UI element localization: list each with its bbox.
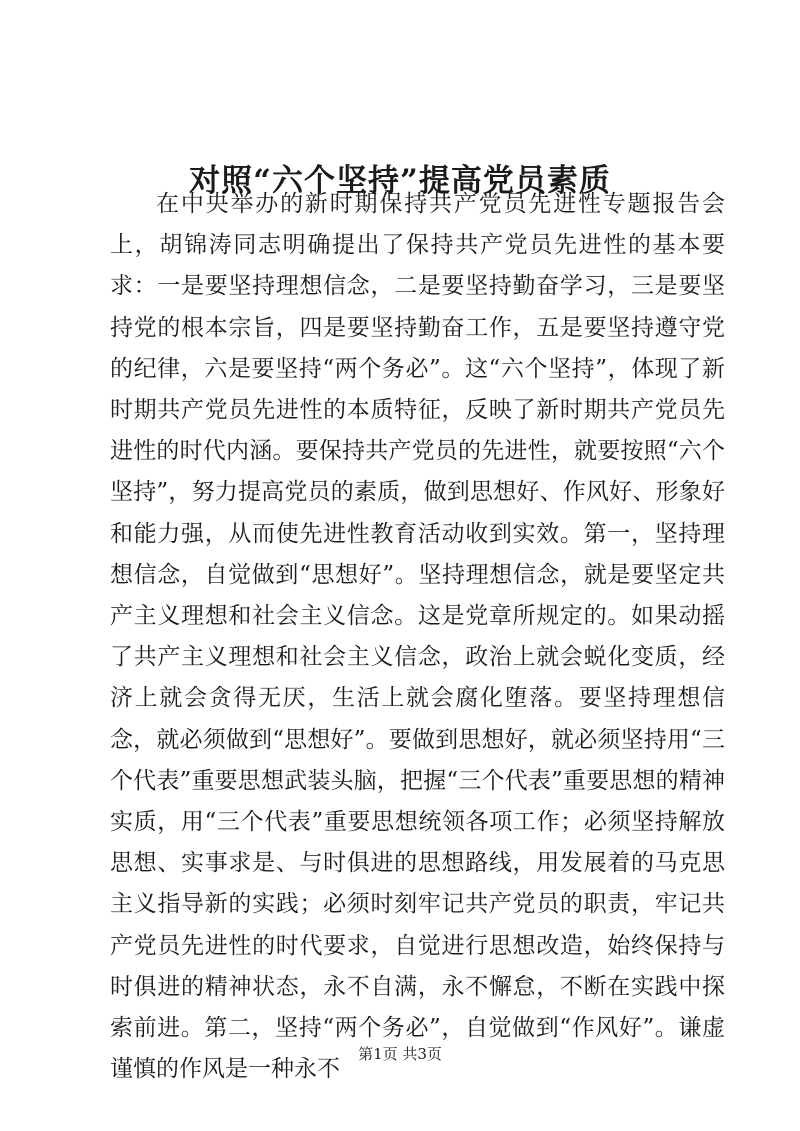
document-title: 对照“六个坚持”提高党员素质 [189,162,611,199]
body-paragraph: 在中央举办的新时期保持共产党员先进性专题报告会上，胡锦涛同志明确提出了保持共产党员先进性的基本要求：一是要坚持理想信念，二是要坚持勤奋学习，三是要坚持党的根本宗旨，四是要坚持勤奋工作，五是要坚持遵守党的纪律，六是要坚持“两个务必”。这“六个坚持”，体现了新时期共产党员先进性的本质特征，反映了新时期共产党员先进性的时代内涵。要保持共产党员的先进性，就要按照“六个坚持”，努力提高党员的素质，做到思想好、作风好、形象好和能力强，从而使先进性教育活动收到实效。第一，坚持理想信念，自觉做到“思想好”。坚持理想信念，就是要坚定共产主义理想和社会主义信念。这是党章所规定的。如果动摇了共产主义理想和社会主义信念，政治上就会蜕化变质，经济上就会贪得无厌，生活上就会腐化堕落。要坚持理想信念，就必须做到“思想好”。要做到思想好，就必须坚持用“三个代表”重要思想武装头脑，把握“三个代表”重要思想的精神实质，用“三个代表”重要思想统领各项工作；必须坚持解放思想、实事求是、与时俱进的思想路线，用发展着的马克思主义指导新的实践；必须时刻牢记共产党员的职责，牢记共产党员先进性的时代要求，自觉进行思想改造，始终保持与时俱进的精神状态，永不自满，永不懈怠，不断在实践中探索前进。第二，坚持“两个务必”，自觉做到“作风好”。谦虚谨慎的作风是一种永不 [110,191,725,1083]
page-number-footer: 第1页 共3页 [358,1045,442,1063]
